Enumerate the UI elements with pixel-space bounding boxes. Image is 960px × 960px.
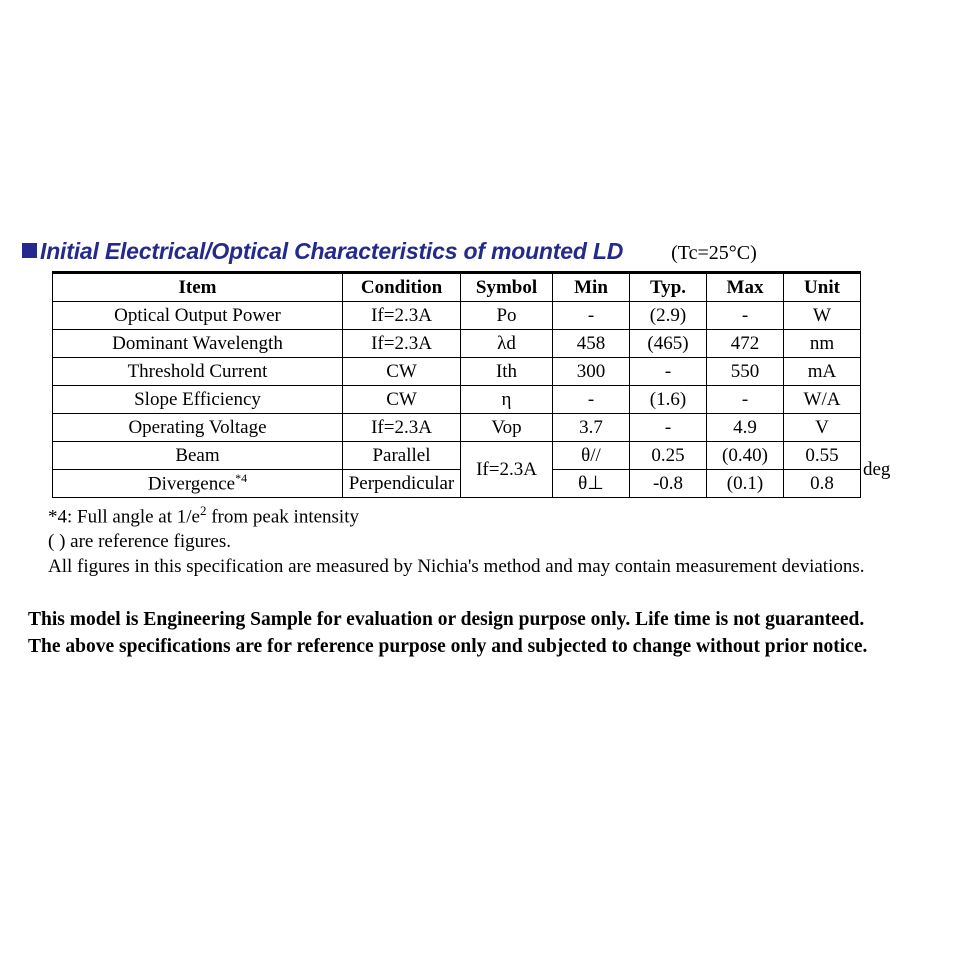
beam-subitem-parallel: Parallel [343,442,461,470]
disclaimer-line-1: This model is Engineering Sample for evaluation or design purpose only. Life time is not guaranteed. [28,608,865,630]
cell-min: 0.25 [630,442,707,470]
cell-typ: - [630,358,707,386]
cell-symbol: Po [461,302,553,330]
table-row-beam-parallel: Beam Parallel If=2.3A θ// 0.25 (0.40) 0.55 deg [53,442,861,470]
cell-min: 3.7 [553,414,630,442]
table-header-row [53,273,861,302]
cell-max: 0.8 [784,470,861,498]
cell-symbol: Vop [461,414,553,442]
cell-item: Operating Voltage [53,414,343,442]
footnote-marker: *4 [235,471,248,486]
cell-min: -0.8 [630,470,707,498]
cell-unit: W/A [784,386,861,414]
characteristics-table [52,271,891,498]
heading-condition: (Tc=25°C) [671,242,757,264]
column-header-unit: Unit [784,273,861,302]
cell-symbol: η [461,386,553,414]
table-row-beam-perpendicular [53,470,861,498]
cell-unit: W [784,302,861,330]
square-bullet-icon [22,243,37,258]
cell-typ: - [630,414,707,442]
cell-unit: V [784,414,861,442]
cell-typ: (0.40) [707,442,784,470]
beam-subitem-perpendicular: Perpendicular [343,470,461,498]
cell-condition: If=2.3A [343,330,461,358]
cell-max: 0.55 [784,442,861,470]
cell-min: - [553,302,630,330]
column-header-condition: Condition [343,273,461,302]
column-header-item: Item [53,273,343,302]
cell-condition: If=2.3A [343,302,461,330]
cell-unit: nm [784,330,861,358]
table-row [53,330,861,358]
disclaimer-line-2: The above specifications are for reference purpose only and subjected to change without prior notice. [28,636,868,658]
cell-max: 472 [707,330,784,358]
cell-condition: CW [343,386,461,414]
table-row [53,302,861,330]
cell-typ: (2.9) [630,302,707,330]
table-notes [48,502,938,580]
column-header-max: Max [707,273,784,302]
cell-unit: mA [784,358,861,386]
cell-symbol: θ⊥ [553,470,630,498]
cell-condition: If=2.3A [343,414,461,442]
beam-divergence-label-bottom: Divergence$^{*4}$ [53,470,343,498]
page-title: Initial Electrical/Optical Characteristics of mounted LD [40,238,624,264]
cell-item: Optical Output Power [53,302,343,330]
cell-item: Slope Efficiency [53,386,343,414]
spec-section [22,238,938,661]
disclaimer [28,606,938,661]
cell-symbol: θ// [553,442,630,470]
cell-max: - [707,302,784,330]
table-row [53,414,861,442]
note-reference-figures: ( ) are reference figures. [48,531,232,553]
cell-item: Threshold Current [53,358,343,386]
beam-divergence-label-top: Beam [53,442,343,470]
cell-min: 458 [553,330,630,358]
column-header-symbol: Symbol [461,273,553,302]
cell-max: 550 [707,358,784,386]
cell-typ: (465) [630,330,707,358]
column-header-typ: Typ. [630,273,707,302]
table-row [53,386,861,414]
cell-max: - [707,386,784,414]
cell-item: Dominant Wavelength [53,330,343,358]
cell-min: - [553,386,630,414]
cell-condition: CW [343,358,461,386]
cell-symbol: λd [461,330,553,358]
cell-typ: (1.6) [630,386,707,414]
note-footnote-4: *4: Full angle at 1/e$^2$ from peak intensity [48,503,359,528]
cell-max: 4.9 [707,414,784,442]
section-heading [22,238,938,265]
column-header-min: Min [553,273,630,302]
cell-condition-beam: If=2.3A [461,442,553,498]
cell-symbol: Ith [461,358,553,386]
cell-typ: (0.1) [707,470,784,498]
cell-min: 300 [553,358,630,386]
note-measurement-method: All figures in this specification are measured by Nichia's method and may contain measurement deviations. [48,556,865,578]
table-row [53,358,861,386]
